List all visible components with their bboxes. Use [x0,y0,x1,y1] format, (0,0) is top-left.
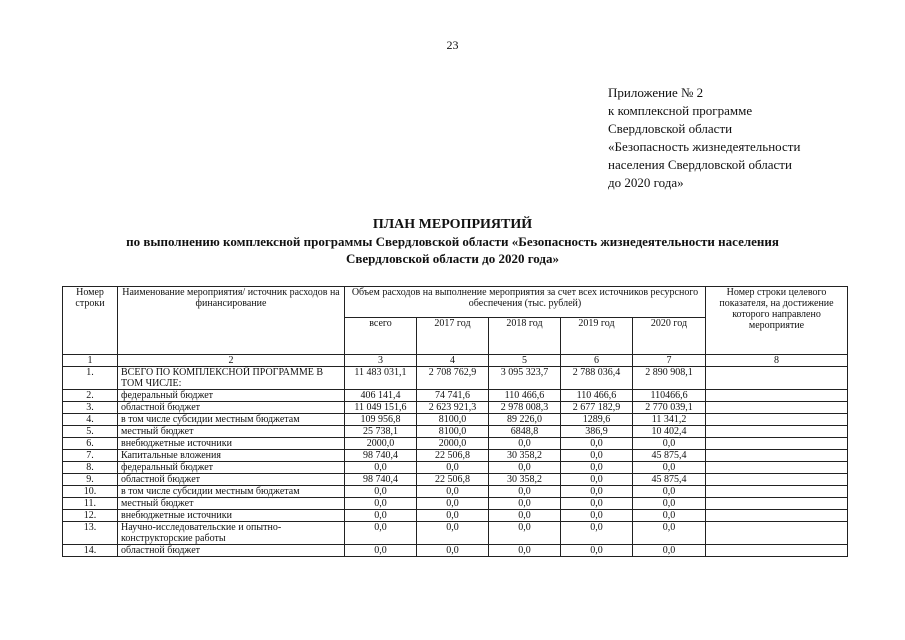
row-number-cell: 5. [63,426,118,438]
header-2017: 2017 год [417,318,489,355]
table-row [63,486,848,498]
total-cell: 0,0 [345,545,417,557]
value-2017-cell: 74 741,6 [417,390,489,402]
header-row-number: Номер строки [63,287,118,355]
event-name-cell: областной бюджет [118,474,345,486]
value-2018-cell: 6848,8 [489,426,561,438]
event-name-cell: областной бюджет [118,402,345,414]
value-2017-cell: 22 506,8 [417,450,489,462]
event-name-cell: внебюджетные источники [118,438,345,450]
row-number-cell: 9. [63,474,118,486]
plan-title: ПЛАН МЕРОПРИЯТИЙ [372,217,533,232]
target-row-cell [706,402,848,414]
value-2018-cell: 0,0 [489,462,561,474]
row-number-cell: 11. [63,498,118,510]
total-cell: 11 049 151,6 [345,402,417,414]
plan-subtitle-line1: по выполнению комплексной программы Свердловской области «Безопасность жизнедеятельности населения [126,234,779,249]
table-row [63,474,848,486]
plan-subtitle-line2: Свердловской области до 2020 года» [345,251,559,266]
header-event-name: Наименование мероприятия/ источник расходов на финансирование [118,287,345,355]
value-2019-cell: 2 677 182,9 [561,402,633,414]
page-number: 23 [446,38,459,52]
value-2019-cell: 0,0 [561,522,633,545]
row-number-cell: 1. [63,367,118,390]
appendix-line: к комплексной программе [608,103,753,118]
total-cell: 98 740,4 [345,450,417,462]
row-number-cell: 8. [63,462,118,474]
value-2019-cell: 0,0 [561,474,633,486]
value-2017-cell: 0,0 [417,522,489,545]
table-row [63,414,848,426]
value-2017-cell: 2000,0 [417,438,489,450]
value-2017-cell: 22 506,8 [417,474,489,486]
value-2020-cell: 45 875,4 [633,474,706,486]
appendix-line: Приложение № 2 [608,85,704,100]
value-2019-cell: 0,0 [561,486,633,498]
total-cell: 109 956,8 [345,414,417,426]
target-row-cell [706,390,848,402]
target-row-cell [706,367,848,390]
value-2018-cell: 3 095 323,7 [489,367,561,390]
target-row-cell [706,498,848,510]
total-cell: 0,0 [345,522,417,545]
table-row [63,367,848,390]
value-2017-cell: 8100,0 [417,414,489,426]
value-2018-cell: 0,0 [489,486,561,498]
target-row-cell [706,462,848,474]
value-2020-cell: 10 402,4 [633,426,706,438]
row-number-cell: 12. [63,510,118,522]
header-volume: Объем расходов на выполнение мероприятия за счет всех источников ресурсного обеспечения (тыс. рублей) [345,287,706,318]
table-row [63,390,848,402]
value-2019-cell: 0,0 [561,462,633,474]
value-2019-cell: 386,9 [561,426,633,438]
value-2020-cell: 0,0 [633,545,706,557]
column-number: 4 [417,355,489,367]
value-2018-cell: 110 466,6 [489,390,561,402]
value-2019-cell: 1289,6 [561,414,633,426]
target-row-cell [706,510,848,522]
value-2018-cell: 30 358,2 [489,474,561,486]
total-cell: 25 738,1 [345,426,417,438]
table-row [63,462,848,474]
event-name-cell: Капитальные вложения [118,450,345,462]
value-2020-cell: 0,0 [633,510,706,522]
value-2019-cell: 0,0 [561,498,633,510]
total-cell: 406 141,4 [345,390,417,402]
value-2019-cell: 2 788 036,4 [561,367,633,390]
document-title [0,216,905,267]
column-number: 1 [63,355,118,367]
value-2018-cell: 89 226,0 [489,414,561,426]
value-2017-cell: 0,0 [417,510,489,522]
appendix-note [608,84,800,192]
value-2018-cell: 0,0 [489,438,561,450]
value-2017-cell: 2 623 921,3 [417,402,489,414]
value-2017-cell: 0,0 [417,498,489,510]
value-2018-cell: 0,0 [489,522,561,545]
table-row [63,545,848,557]
event-name-cell: федеральный бюджет [118,390,345,402]
event-name-cell: местный бюджет [118,498,345,510]
target-row-cell [706,486,848,498]
total-cell: 98 740,4 [345,474,417,486]
total-cell: 0,0 [345,498,417,510]
column-number: 5 [489,355,561,367]
value-2020-cell: 0,0 [633,462,706,474]
event-name-cell: Научно-исследовательские и опытно-конструкторские работы [118,522,345,545]
table-row [63,522,848,545]
appendix-line: до 2020 года» [608,175,684,190]
value-2020-cell: 2 770 039,1 [633,402,706,414]
row-number-cell: 14. [63,545,118,557]
value-2020-cell: 110466,6 [633,390,706,402]
event-name-cell: федеральный бюджет [118,462,345,474]
row-number-cell: 10. [63,486,118,498]
value-2018-cell: 30 358,2 [489,450,561,462]
value-2017-cell: 8100,0 [417,426,489,438]
target-row-cell [706,474,848,486]
row-number-cell: 3. [63,402,118,414]
target-row-cell [706,414,848,426]
row-number-cell: 2. [63,390,118,402]
column-number: 6 [561,355,633,367]
target-row-cell [706,522,848,545]
table-row [63,438,848,450]
value-2018-cell: 2 978 008,3 [489,402,561,414]
appendix-line: Свердловской области [608,121,733,136]
total-cell: 11 483 031,1 [345,367,417,390]
event-name-cell: ВСЕГО ПО КОМПЛЕКСНОЙ ПРОГРАММЕ В ТОМ ЧИСЛЕ: [118,367,345,390]
value-2017-cell: 0,0 [417,545,489,557]
header-total: всего [345,318,417,355]
value-2018-cell: 0,0 [489,498,561,510]
row-number-cell: 6. [63,438,118,450]
plan-table [62,286,848,557]
table-row [63,450,848,462]
event-name-cell: областной бюджет [118,545,345,557]
row-number-cell: 4. [63,414,118,426]
value-2017-cell: 0,0 [417,486,489,498]
event-name-cell: местный бюджет [118,426,345,438]
target-row-cell [706,426,848,438]
appendix-line: населения Свердловской области [608,157,792,172]
value-2019-cell: 110 466,6 [561,390,633,402]
row-number-cell: 7. [63,450,118,462]
header-2019: 2019 год [561,318,633,355]
target-row-cell [706,450,848,462]
header-2020: 2020 год [633,318,706,355]
total-cell: 0,0 [345,462,417,474]
column-number: 8 [706,355,848,367]
column-number: 7 [633,355,706,367]
column-number: 2 [118,355,345,367]
row-number-cell: 13. [63,522,118,545]
value-2020-cell: 0,0 [633,486,706,498]
value-2019-cell: 0,0 [561,450,633,462]
value-2018-cell: 0,0 [489,510,561,522]
target-row-cell [706,438,848,450]
event-name-cell: внебюджетные источники [118,510,345,522]
value-2020-cell: 11 341,2 [633,414,706,426]
value-2017-cell: 0,0 [417,462,489,474]
value-2019-cell: 0,0 [561,510,633,522]
value-2020-cell: 0,0 [633,498,706,510]
value-2019-cell: 0,0 [561,438,633,450]
plan-table-body [63,367,848,557]
appendix-line: «Безопасность жизнедеятельности [608,139,801,154]
target-row-cell [706,545,848,557]
total-cell: 2000,0 [345,438,417,450]
value-2020-cell: 2 890 908,1 [633,367,706,390]
table-row [63,510,848,522]
event-name-cell: в том числе субсидии местным бюджетам [118,486,345,498]
table-row [63,498,848,510]
header-2018: 2018 год [489,318,561,355]
event-name-cell: в том числе субсидии местным бюджетам [118,414,345,426]
value-2017-cell: 2 708 762,9 [417,367,489,390]
total-cell: 0,0 [345,510,417,522]
table-row [63,426,848,438]
value-2020-cell: 0,0 [633,438,706,450]
column-number: 3 [345,355,417,367]
value-2018-cell: 0,0 [489,545,561,557]
header-target-row: Номер строки целевого показателя, на достижение которого направлено мероприятие [706,287,848,355]
total-cell: 0,0 [345,486,417,498]
value-2020-cell: 0,0 [633,522,706,545]
value-2019-cell: 0,0 [561,545,633,557]
table-row [63,402,848,414]
value-2020-cell: 45 875,4 [633,450,706,462]
